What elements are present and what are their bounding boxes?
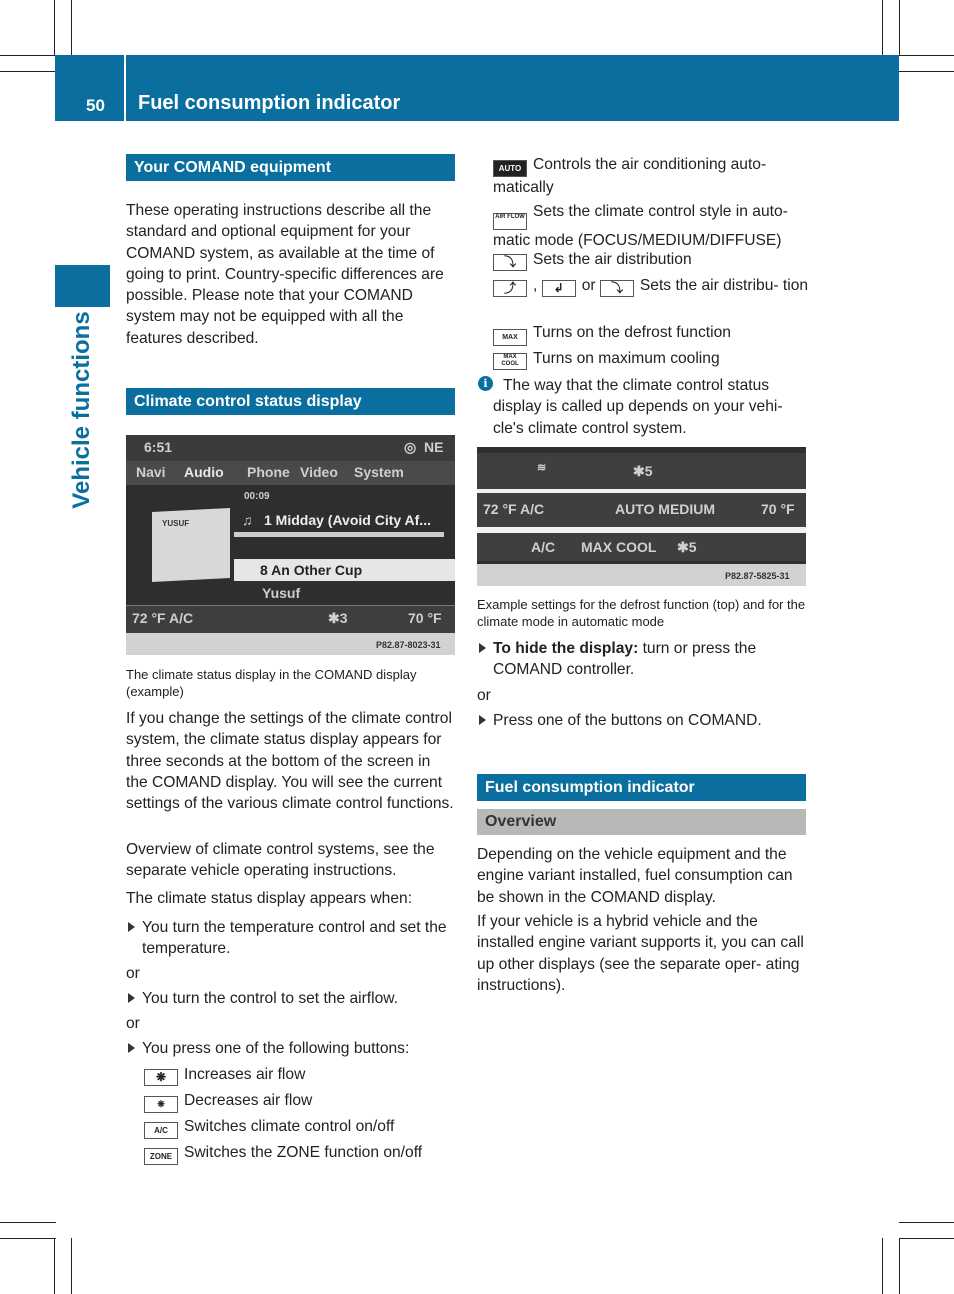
crop-mark xyxy=(54,1238,55,1294)
defrost-max-icon: ≋ xyxy=(537,462,547,474)
nav-item: System xyxy=(354,464,404,480)
nav-item: Audio xyxy=(184,464,224,480)
button-description: Controls the air conditioning auto- matically xyxy=(493,156,767,196)
airflow-key-icon: AIR FLOW xyxy=(493,213,527,230)
comand-display-screenshot xyxy=(126,435,455,655)
button-item xyxy=(493,348,809,370)
section-heading-climate: Climate control status display xyxy=(126,388,455,415)
fan-level: ✱5 xyxy=(633,463,653,479)
figure-reference: P82.87-8023-31 xyxy=(376,640,441,650)
page-number: 50 xyxy=(86,96,105,115)
button-description: Switches the ZONE function on/off xyxy=(184,1144,423,1161)
bullet-text: You turn the control to set the airflow. xyxy=(142,990,399,1007)
button-item xyxy=(144,1116,454,1139)
bullet-item xyxy=(126,1038,456,1059)
paragraph: These operating instructions describe all the standard and optional equipment for your COMAND system, as available at the time of going to print. Country-specific differences are possible. Please note that your COMAND system may not be equipped with all the features described. xyxy=(126,202,444,347)
compass-heading: NE xyxy=(424,439,444,455)
button-description: Switches climate control on/off xyxy=(184,1118,395,1135)
button-item xyxy=(144,1142,454,1165)
bullet-label: To hide the display: xyxy=(493,640,639,657)
figure-caption: The climate status display in the COMAND display (example) xyxy=(126,667,417,699)
climate-status-screenshot xyxy=(477,447,806,586)
status-left: 72 °F A/C xyxy=(483,501,545,517)
crop-mark xyxy=(899,1238,954,1239)
bullet-item xyxy=(477,710,807,731)
or-text: or xyxy=(126,1015,140,1032)
crop-mark xyxy=(0,1238,56,1239)
figure-caption: Example settings for the defrost function (top) and for the climate mode in automatic mode xyxy=(477,597,806,629)
track-title: 1 Midday (Avoid City Af... xyxy=(264,512,431,528)
crop-mark xyxy=(71,0,72,56)
elapsed-time: 00:09 xyxy=(244,491,270,502)
button-description: Increases air flow xyxy=(184,1066,306,1083)
crop-mark xyxy=(899,71,954,72)
chapter-label: Vehicle functions xyxy=(68,311,95,509)
status-right: 70 °F xyxy=(408,610,442,626)
crop-mark xyxy=(882,0,883,56)
nav-bar xyxy=(126,461,455,485)
crop-mark xyxy=(899,1238,900,1294)
auto-key-icon: AUTO xyxy=(493,160,527,177)
air-distribution-center-icon: ↲ xyxy=(542,280,576,297)
crop-mark xyxy=(899,1222,954,1223)
button-item xyxy=(493,275,809,297)
max-cool-icon: MAX COOL xyxy=(493,353,527,370)
button-description: Sets the air distribu- tion xyxy=(639,277,809,294)
bullet-text: You turn the temperature control and set the temperature. xyxy=(142,919,447,958)
or-text: or xyxy=(477,687,491,704)
bullet-item xyxy=(126,988,456,1009)
crop-mark xyxy=(899,55,954,56)
info-text: The way that the climate control status display is called up depends on your vehi- cle's climate control system. xyxy=(493,377,783,437)
crop-mark xyxy=(0,71,56,72)
ac-key-icon: A/C xyxy=(144,1122,178,1139)
crop-mark xyxy=(71,1238,72,1294)
track-title: 8 An Other Cup xyxy=(260,562,363,578)
bullet-text: turn or press the COMAND controller. xyxy=(493,640,757,679)
air-distribution-up-icon: ⤴ xyxy=(493,280,527,297)
subsection-heading-overview: Overview xyxy=(477,809,806,835)
defrost-max-icon: MAX xyxy=(493,329,527,346)
clock: 6:51 xyxy=(144,439,173,455)
paragraph: Depending on the vehicle equipment and the engine variant installed, fuel consumption can be shown in the COMAND display. xyxy=(477,846,793,906)
bullet-text: Press one of the buttons on COMAND. xyxy=(493,712,762,729)
fan-plus-icon: ❋ xyxy=(144,1069,178,1086)
bullet-arrow-icon xyxy=(128,922,135,932)
section-heading-comand: Your COMAND equipment xyxy=(126,154,455,181)
paragraph: The climate status display appears when: xyxy=(126,890,413,907)
button-item xyxy=(144,1064,454,1086)
section-heading-fuel: Fuel consumption indicator xyxy=(477,774,806,801)
bullet-arrow-icon xyxy=(128,1043,135,1053)
paragraph: If you change the settings of the climate control system, the climate status display appears for three seconds at the bottom of the screen in the COMAND display. You will see the current settings of the various climate control functions. xyxy=(126,710,454,813)
artist-name: Yusuf xyxy=(262,585,301,601)
info-note xyxy=(493,375,807,439)
crop-mark xyxy=(899,0,900,56)
or-text: or xyxy=(126,965,140,982)
page-title: Fuel consumption indicator xyxy=(138,92,401,114)
status-mode: AUTO MEDIUM xyxy=(615,501,716,517)
bullet-item xyxy=(126,917,456,960)
bullet-item xyxy=(477,638,807,681)
status-left: 72 °F A/C xyxy=(132,610,194,626)
nav-item: Video xyxy=(300,464,338,480)
crop-mark xyxy=(0,1222,56,1223)
button-description: Turns on the defrost function xyxy=(533,324,731,341)
zone-key-icon: ZONE xyxy=(144,1148,178,1165)
fan-level: ✱3 xyxy=(328,610,348,626)
separator: or xyxy=(581,277,596,294)
nav-item: Navi xyxy=(136,464,166,480)
cover-label: YUSUF xyxy=(162,519,190,528)
status-right: 70 °F xyxy=(761,501,795,517)
status-mode: MAX COOL xyxy=(581,539,657,555)
chapter-tab xyxy=(55,265,110,307)
status-left: A/C xyxy=(531,539,556,555)
air-distribution-down-icon: ⤵ xyxy=(600,280,634,297)
fan-minus-icon: ❋ xyxy=(144,1096,178,1113)
button-item xyxy=(144,1090,454,1113)
button-item xyxy=(493,249,809,271)
button-item xyxy=(493,322,809,346)
button-item xyxy=(493,154,809,198)
separator: , xyxy=(533,277,538,294)
paragraph: If your vehicle is a hybrid vehicle and the installed engine variant supports it, you can call up other displays (see the separate oper- ating instructions). xyxy=(477,913,804,994)
figure-reference: P82.87-5825-31 xyxy=(725,571,790,581)
button-description: Turns on maximum cooling xyxy=(533,350,720,367)
paragraph: Overview of climate control systems, see the separate vehicle operating instructions. xyxy=(126,841,435,880)
progress-bar xyxy=(234,532,444,537)
compass-icon: ◎ xyxy=(404,439,417,455)
header-divider xyxy=(124,55,126,121)
bullet-arrow-icon xyxy=(479,643,486,653)
crop-mark xyxy=(0,55,56,56)
crop-mark xyxy=(54,0,55,56)
crop-mark xyxy=(882,1238,883,1294)
music-note-icon: ♫ xyxy=(242,512,253,528)
nav-item: Phone xyxy=(247,464,290,480)
air-distribution-icon: ⤵ xyxy=(493,254,527,271)
bullet-text: You press one of the following buttons: xyxy=(142,1040,410,1057)
button-description: Sets the climate control style in auto- matic mode (FOCUS/MEDIUM/DIFFUSE) xyxy=(493,203,788,249)
button-description: Sets the air distribution xyxy=(533,251,692,268)
info-icon: i xyxy=(478,376,493,391)
bullet-arrow-icon xyxy=(128,993,135,1003)
button-item xyxy=(493,201,809,251)
fan-level: ✱5 xyxy=(677,539,697,555)
bullet-arrow-icon xyxy=(479,715,486,725)
button-description: Decreases air flow xyxy=(184,1092,313,1109)
